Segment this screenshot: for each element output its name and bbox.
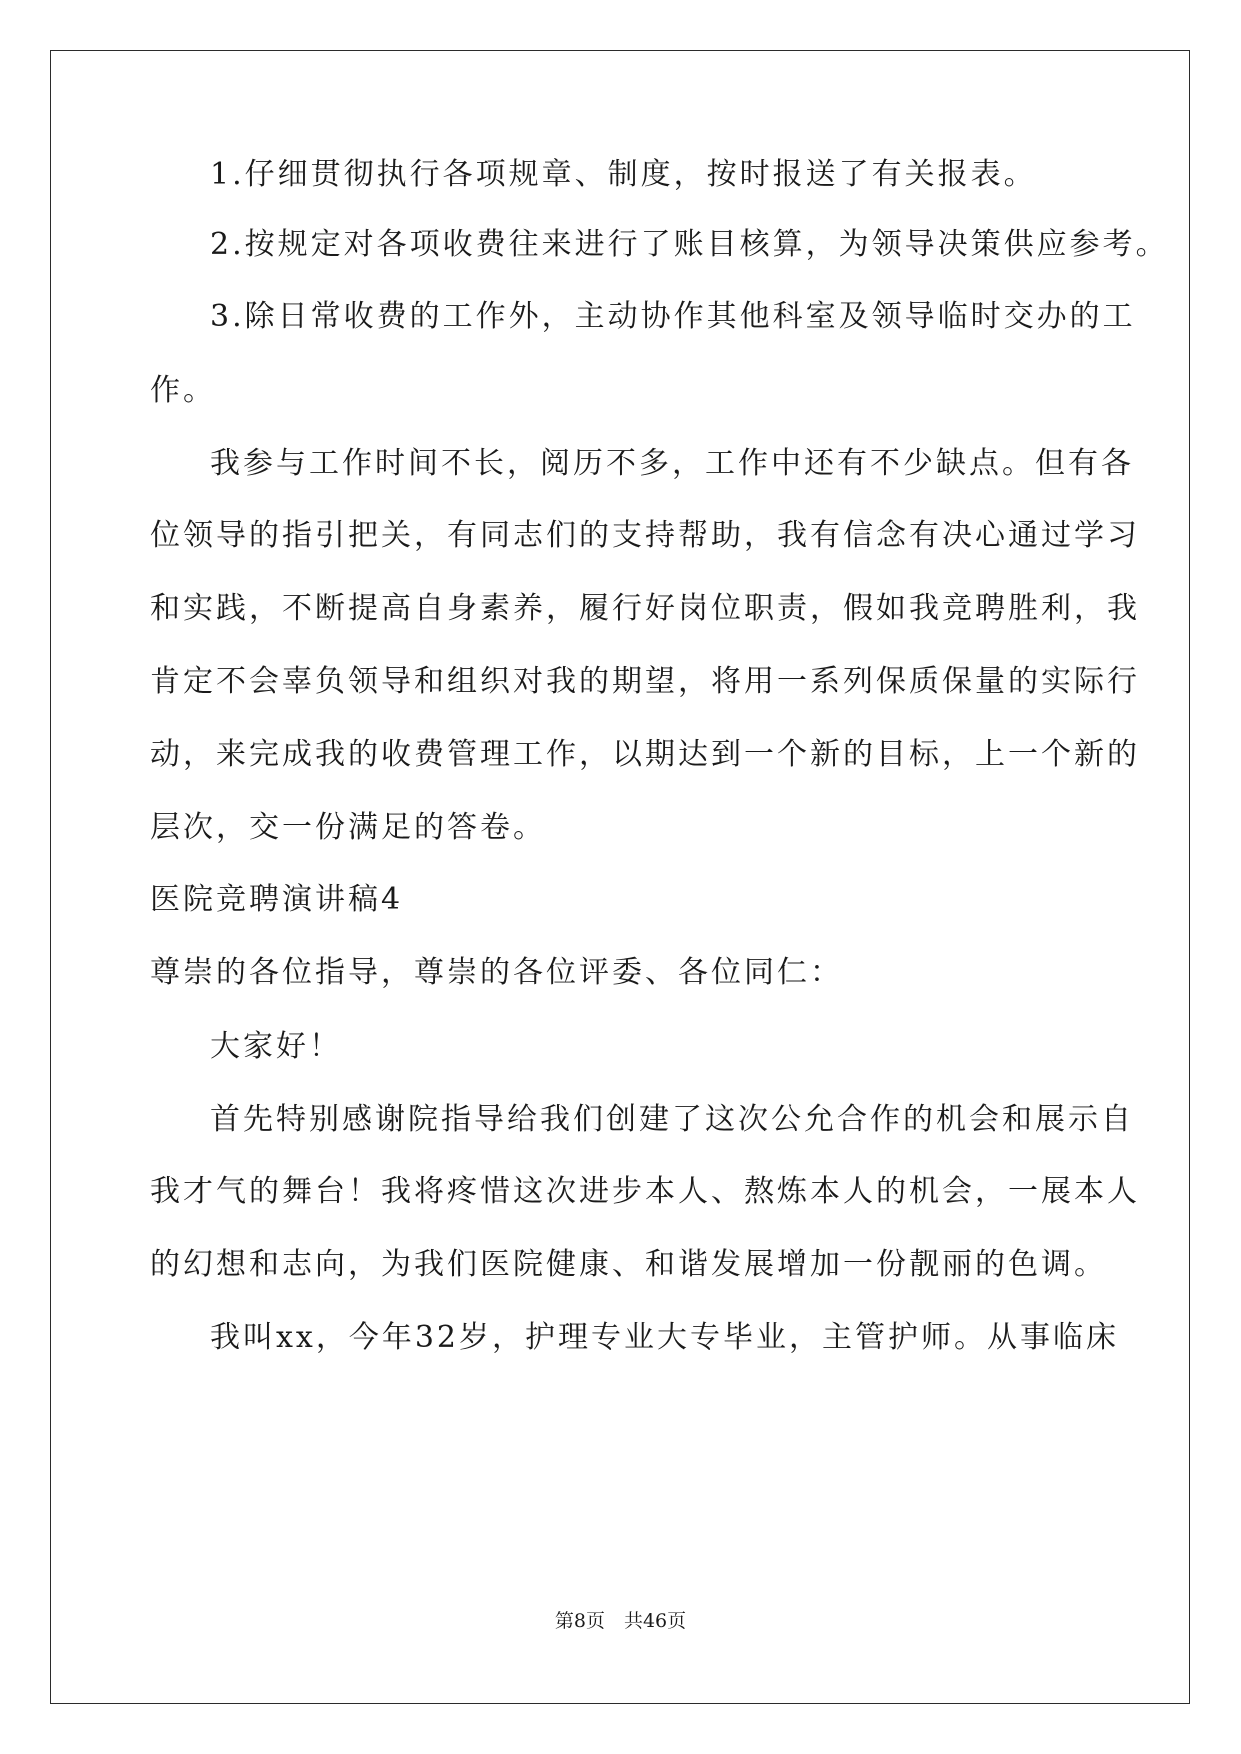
text-line: 位领导的指引把关，有同志们的支持帮助，我有信念有决心通过学习 — [150, 518, 1140, 553]
page-number: 第8页 共46页 — [554, 1610, 687, 1632]
text-line: 3.除日常收费的工作外，主动协作其他科室及领导临时交办的工 — [210, 299, 1136, 334]
section-heading: 医院竞聘演讲稿4 — [150, 882, 404, 917]
text-line: 肯定不会辜负领导和组织对我的期望，将用一系列保质保量的实际行 — [150, 664, 1140, 699]
greeting: 大家好！ — [210, 1029, 342, 1064]
text-line: 作。 — [150, 373, 216, 408]
text-line: 1.仔细贯彻执行各项规章、制度，按时报送了有关报表。 — [210, 157, 1037, 192]
text-line: 我叫xx，今年32岁，护理专业大专毕业，主管护师。从事临床 — [210, 1320, 1120, 1355]
text-line: 首先特别感谢院指导给我们创建了这次公允合作的机会和展示自 — [210, 1102, 1134, 1137]
text-line: 2.按规定对各项收费往来进行了账目核算，为领导决策供应参考。 — [210, 227, 1169, 262]
text-line: 的幻想和志向，为我们医院健康、和谐发展增加一份靓丽的色调。 — [150, 1247, 1107, 1282]
salutation: 尊崇的各位指导，尊崇的各位评委、各位同仁： — [150, 955, 843, 990]
text-line: 我参与工作时间不长，阅历不多，工作中还有不少缺点。但有各 — [210, 446, 1134, 481]
text-line: 我才气的舞台！我将疼惜这次进步本人、熬炼本人的机会，一展本人 — [150, 1174, 1140, 1209]
text-line: 和实践，不断提高自身素养，履行好岗位职责，假如我竞聘胜利，我 — [150, 591, 1140, 626]
text-line: 动，来完成我的收费管理工作，以期达到一个新的目标，上一个新的 — [150, 737, 1140, 772]
text-line: 层次，交一份满足的答卷。 — [150, 810, 546, 845]
